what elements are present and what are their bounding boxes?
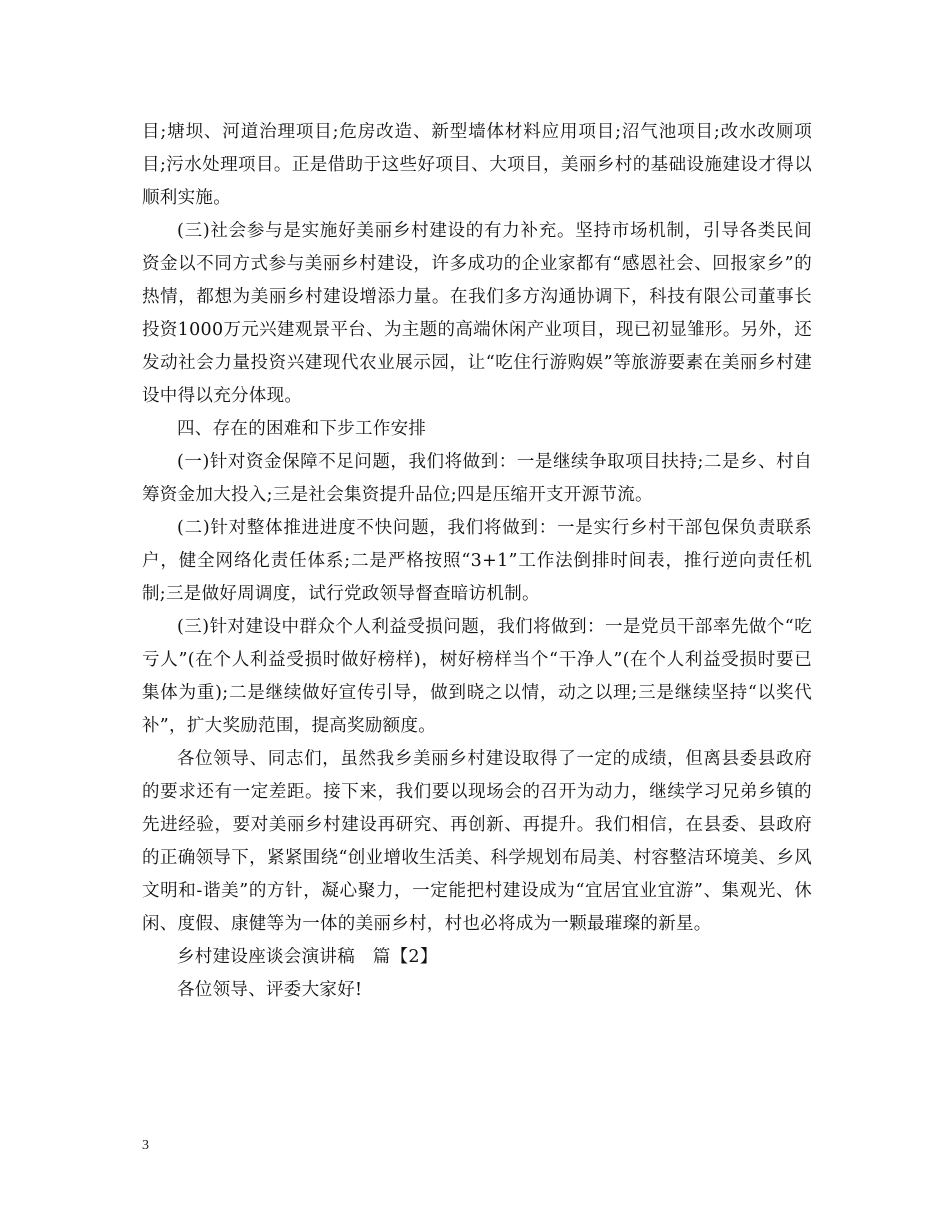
- section-heading-difficulties: 四、存在的困难和下步工作安排: [177, 419, 427, 439]
- paragraph-funding-measures: (一)针对资金保障不足问题，我们将做到：一是继续争取项目扶持;二是乡、村自筹资金加大投入;三是社会集资提升品位;四是压缩开支开源节流。: [142, 452, 812, 505]
- paragraph-closing-remarks: 各位领导、同志们，虽然我乡美丽乡村建设取得了一定的成绩，但离县委县政府的要求还有一定差距。接下来，我们要以现场会的召开为动力，继续学习兄弟乡镇的先进经验，要对美丽乡村建设再研究、再创新、再提升。我们相信，在县委、县政府的正确领导下，紧紧围绕“创业增收生活美、科学规划布局美、村容整洁环境美、乡风文明和-谐美”的方针，凝心聚力，一定能把村建设成为“宜居宜业宜游”、集观光、休闲、度假、康健等为一体的美丽乡村，村也必将成为一颗最璀璨的新星。: [142, 749, 812, 934]
- article-title-part-2: 乡村建设座谈会演讲稿 篇【2】: [177, 947, 438, 967]
- greeting-line: 各位领导、评委大家好!: [177, 980, 363, 1000]
- document-body: [142, 116, 812, 1007]
- paragraph-project-list-continued: 目;塘坝、河道治理项目;危房改造、新型墙体材料应用项目;沼气池项目;改水改厕项目;污水处理项目。正是借助于这些好项目、大项目，美丽乡村的基础设施建设才得以顺利实施。: [142, 122, 812, 208]
- paragraph-progress-measures: (二)针对整体推进进度不快问题，我们将做到：一是实行乡村干部包保负责联系户，健全网络化责任体系;二是严格按照“3+1”工作法倒排时间表，推行逆向责任机制;三是做好周调度，试行党政领导督查暗访机制。: [142, 518, 812, 604]
- paragraph-interest-measures: (三)针对建设中群众个人利益受损问题，我们将做到：一是党员干部率先做个“吃亏人”(在个人利益受损时做好榜样)，树好榜样当个“干净人”(在个人利益受损时要已集体为重);二是继续做好宣传引导，做到晓之以情，动之以理;三是继续坚持“以奖代补”，扩大奖励范围，提高奖励额度。: [142, 617, 812, 736]
- paragraph-social-participation: (三)社会参与是实施好美丽乡村建设的有力补充。坚持市场机制，引导各类民间资金以不同方式参与美丽乡村建设，许多成功的企业家都有“感恩社会、回报家乡”的热情，都想为美丽乡村建设增添力量。在我们多方沟通协调下，科技有限公司董事长投资1000万元兴建观景平台、为主题的高端休闲产业项目，现已初显雏形。另外，还发动社会力量投资兴建现代农业展示园，让“吃住行游购娱”等旅游要素在美丽乡村建设中得以充分体现。: [142, 221, 812, 406]
- page-number: 3: [142, 1138, 149, 1153]
